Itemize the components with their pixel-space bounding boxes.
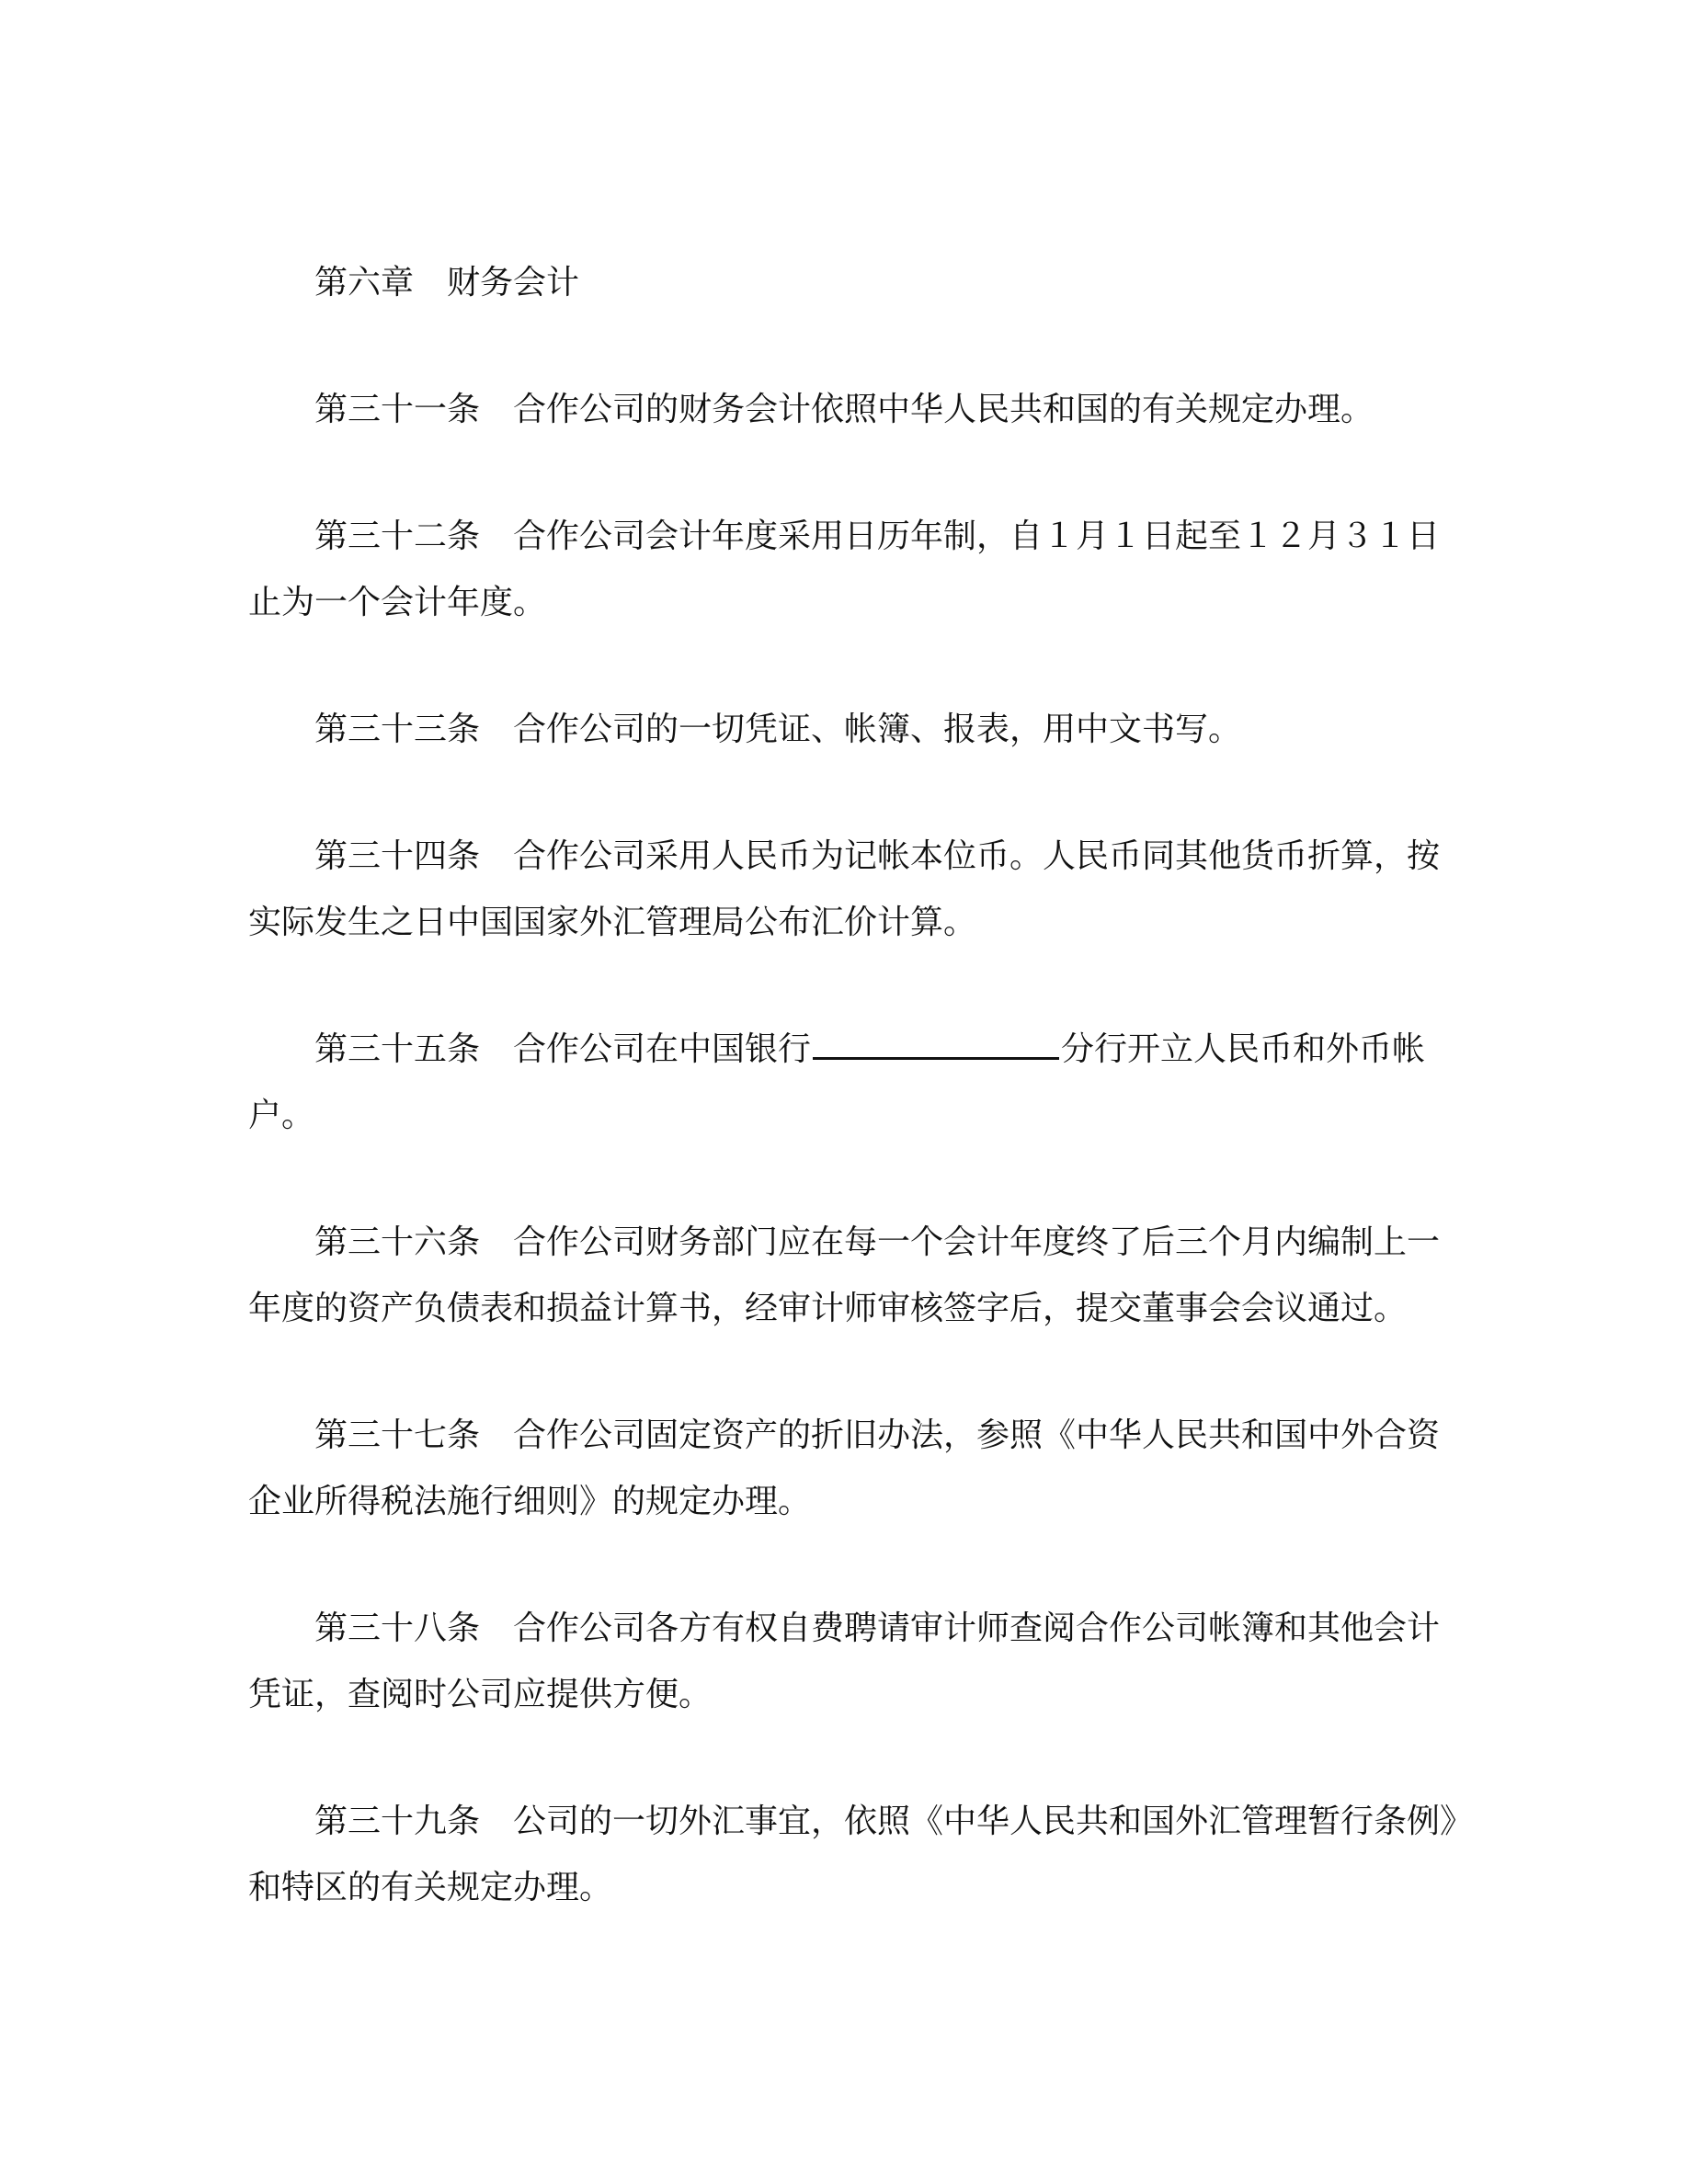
article-31-line-1: 第三十一条 合作公司的财务会计依照中华人民共和国的有关规定办理。 — [314, 391, 1374, 428]
article-32-line-2: 止为一个会计年度。 — [248, 584, 547, 621]
article-34-line-2: 实际发生之日中国国家外汇管理局公布汇价计算。 — [248, 904, 977, 941]
chapter-title: 第六章 财务会计 — [314, 264, 580, 301]
article-39-line-1: 第三十九条 公司的一切外汇事宜，依照《中华人民共和国外汇管理暂行条例》 — [314, 1803, 1474, 1840]
article-37-line-1: 第三十七条 合作公司固定资产的折旧办法，参照《中华人民共和国中外合资 — [314, 1416, 1441, 1454]
article-39-line-2: 和特区的有关规定办理。 — [248, 1869, 613, 1906]
article-32-line-1: 第三十二条 合作公司会计年度采用日历年制，自１月１日起至１２月３１日 — [314, 518, 1441, 555]
bank-branch-blank — [813, 1029, 1059, 1060]
article-38-line-1: 第三十八条 合作公司各方有权自费聘请审计师查阅合作公司帐簿和其他会计 — [314, 1610, 1441, 1647]
article-37-line-2: 企业所得税法施行细则》的规定办理。 — [248, 1483, 812, 1520]
article-36-line-2: 年度的资产负债表和损益计算书，经审计师审核签字后，提交董事会会议通过。 — [248, 1290, 1408, 1327]
article-35-line-1 — [314, 1029, 1425, 1070]
article-33-line-1: 第三十三条 合作公司的一切凭证、帐簿、报表，用中文书写。 — [314, 711, 1242, 748]
article-36-line-1: 第三十六条 合作公司财务部门应在每一个会计年度终了后三个月内编制上一 — [314, 1223, 1441, 1261]
article-34-line-1: 第三十四条 合作公司采用人民币为记帐本位币。人民币同其他货币折算，按 — [314, 837, 1441, 875]
article-35-text-after: 分行开立人民币和外币帐 — [1061, 1030, 1426, 1068]
article-35-text-before: 第三十五条 合作公司在中国银行 — [314, 1030, 812, 1068]
article-35-line-2: 户。 — [248, 1097, 315, 1134]
article-38-line-2: 凭证，查阅时公司应提供方便。 — [248, 1676, 713, 1713]
